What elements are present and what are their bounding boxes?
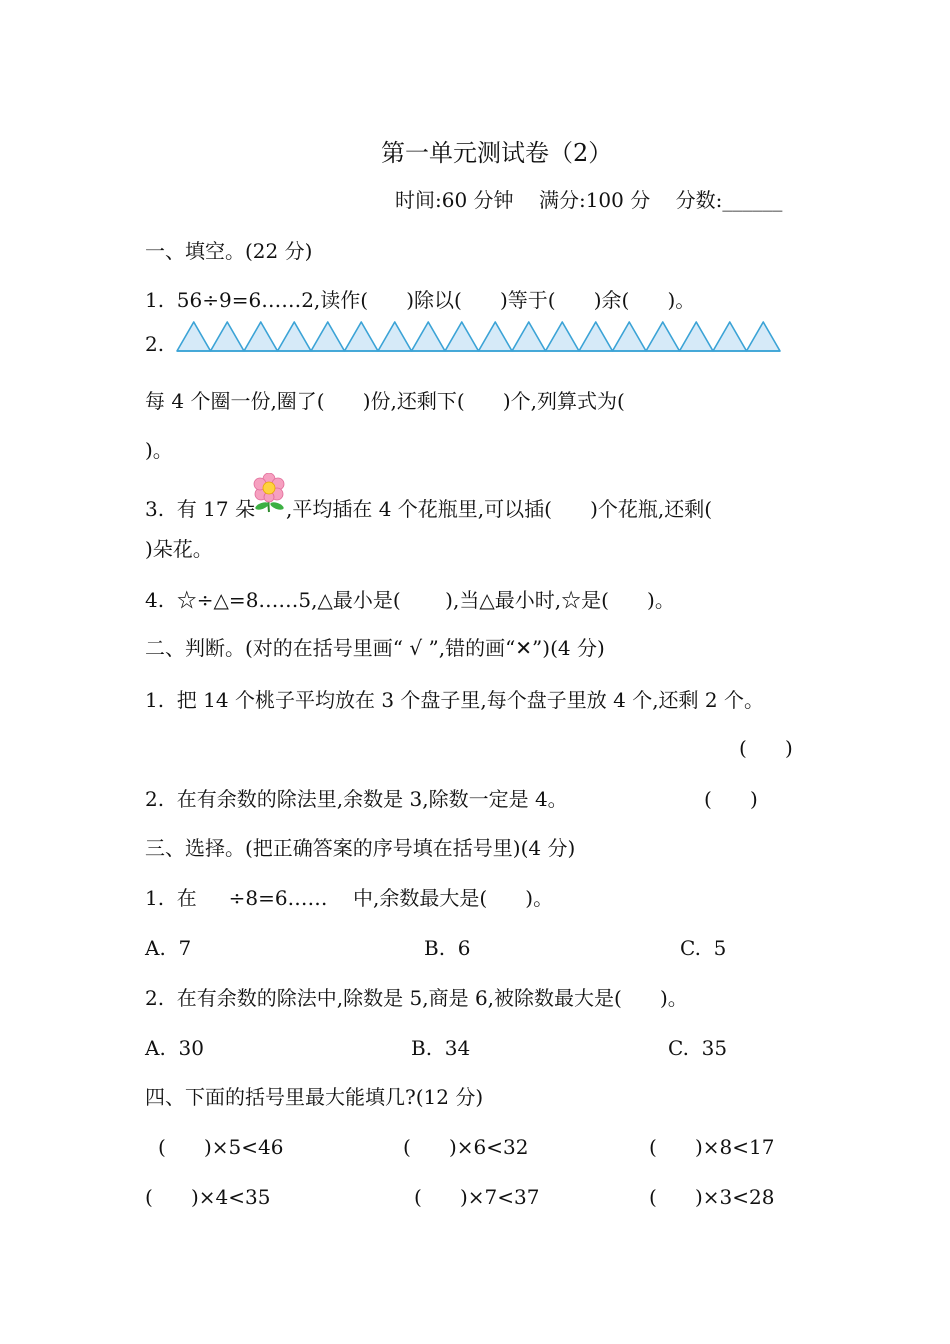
triangle-shape — [680, 322, 714, 351]
question-1-3-cont: )朵花。 — [145, 537, 213, 561]
triangle-shape — [579, 322, 613, 351]
option-3-1-a: A. 7 — [145, 936, 192, 960]
triangle-shape — [445, 322, 479, 351]
question-1-3-start: 3. 有 17 朵 — [145, 497, 255, 521]
triangle-shape — [613, 322, 647, 351]
section-2-heading: 二、判断。(对的在括号里画“ √ ”,错的画“✕”)(4 分) — [145, 636, 605, 660]
triangle-shape — [546, 322, 580, 351]
flower-icon — [252, 473, 286, 513]
section-1-heading: 一、填空。(22 分) — [145, 239, 313, 263]
option-3-1-b: B. 6 — [424, 936, 471, 960]
answer-paren-2-1: ( ) — [739, 736, 793, 760]
fill-4-6: ( )×3<28 — [649, 1185, 775, 1209]
option-3-1-c: C. 5 — [680, 936, 727, 960]
section-4-heading: 四、下面的括号里最大能填几?(12 分) — [145, 1085, 484, 1109]
triangle-shape — [747, 322, 781, 351]
triangle-shape — [177, 322, 211, 351]
question-2-2: 2. 在有余数的除法里,余数是 3,除数一定是 4。 — [145, 787, 568, 811]
answer-paren-2-2: ( ) — [704, 787, 758, 811]
triangle-shape — [345, 322, 379, 351]
question-1-4: 4. ☆÷△=8……5,△最小是( ),当△最小时,☆是( )。 — [145, 588, 675, 612]
question-1-3-end: ,平均插在 4 个花瓶里,可以插( )个花瓶,还剩( — [286, 497, 713, 521]
page-title: 第一单元测试卷（2） — [381, 139, 613, 167]
question-1-1: 1. 56÷9=6……2,读作( )除以( )等于( )余( )。 — [145, 288, 696, 312]
fill-4-1: ( )×5<46 — [158, 1135, 284, 1159]
triangle-shape — [412, 322, 446, 351]
exam-info: 时间:60 分钟 满分:100 分 分数:______ — [395, 188, 783, 212]
triangle-shape — [713, 322, 747, 351]
section-3-heading: 三、选择。(把正确答案的序号填在括号里)(4 分) — [145, 836, 576, 860]
question-3-2: 2. 在有余数的除法中,除数是 5,商是 6,被除数最大是( )。 — [145, 986, 688, 1010]
question-1-2-text-cont: )。 — [145, 438, 173, 462]
triangle-shape — [311, 322, 345, 351]
fill-4-5: ( )×7<37 — [414, 1185, 540, 1209]
triangle-shape — [244, 322, 278, 351]
question-2-1: 1. 把 14 个桃子平均放在 3 个盘子里,每个盘子里放 4 个,还剩 2 个。 — [145, 688, 764, 712]
triangle-shape — [378, 322, 412, 351]
fill-4-4: ( )×4<35 — [145, 1185, 271, 1209]
question-1-2-number: 2. — [145, 332, 165, 356]
triangle-shape — [479, 322, 513, 351]
option-3-2-a: A. 30 — [145, 1036, 204, 1060]
triangle-shape — [646, 322, 680, 351]
triangle-shape — [278, 322, 312, 351]
option-3-2-b: B. 34 — [411, 1036, 471, 1060]
question-1-2-text: 每 4 个圈一份,圈了( )份,还剩下( )个,列算式为( — [145, 389, 625, 413]
fill-4-2: ( )×6<32 — [403, 1135, 529, 1159]
triangle-shape — [512, 322, 546, 351]
triangle-shape — [211, 322, 245, 351]
option-3-2-c: C. 35 — [668, 1036, 728, 1060]
fill-4-3: ( )×8<17 — [649, 1135, 775, 1159]
question-3-1: 1. 在 ÷8=6…… 中,余数最大是( )。 — [145, 886, 554, 910]
triangle-row — [175, 320, 785, 354]
